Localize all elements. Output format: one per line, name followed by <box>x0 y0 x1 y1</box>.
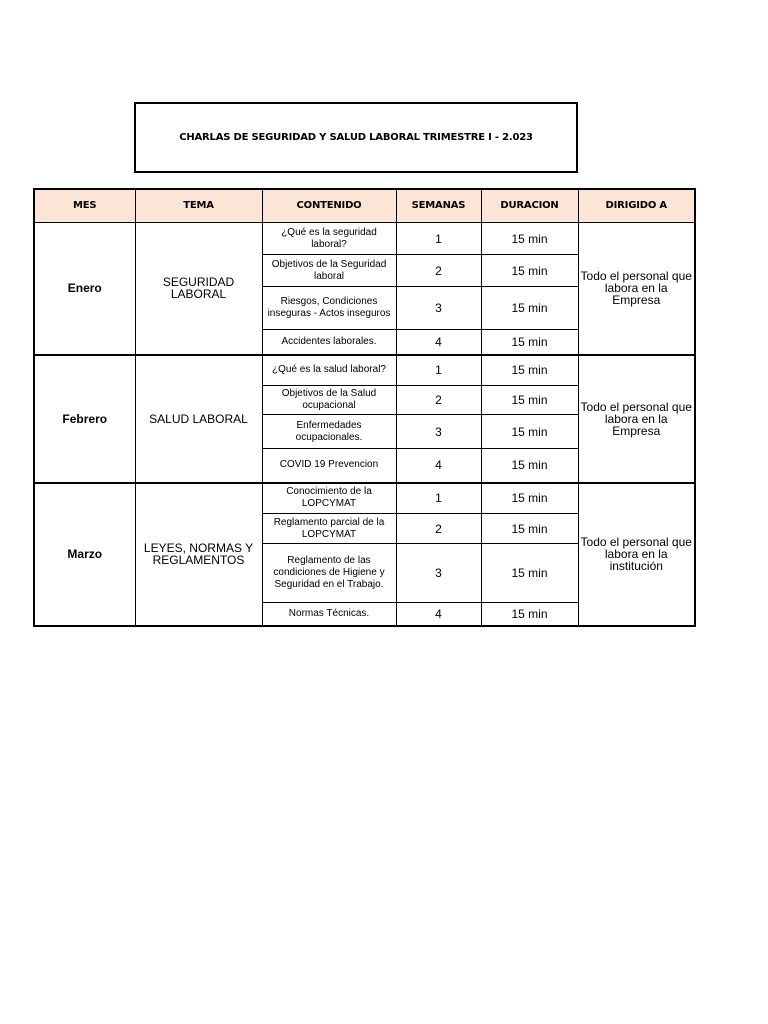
header-row <box>34 189 695 223</box>
header-dirigido: DIRIGIDO A <box>578 189 695 223</box>
header-semanas: SEMANAS <box>396 189 481 223</box>
content-cell: COVID 19 Prevencion <box>262 449 396 483</box>
document-title: CHARLAS DE SEGURIDAD Y SALUD LABORAL TRIMESTRE I - 2.023 <box>179 132 533 143</box>
duration-cell: 15 min <box>481 255 578 287</box>
content-cell: Accidentes laborales. <box>262 330 396 355</box>
duration-cell: 15 min <box>481 223 578 255</box>
duration-cell: 15 min <box>481 449 578 483</box>
week-cell: 3 <box>396 544 481 603</box>
week-cell: 4 <box>396 449 481 483</box>
topic-cell: SALUD LABORAL <box>135 355 262 483</box>
header-duracion: DURACION <box>481 189 578 223</box>
header-tema: TEMA <box>135 189 262 223</box>
month-cell: Febrero <box>34 355 135 483</box>
duration-cell: 15 min <box>481 603 578 626</box>
duration-cell: 15 min <box>481 483 578 514</box>
content-cell: Riesgos, Condiciones inseguras - Actos inseguros <box>262 287 396 330</box>
content-cell: Reglamento de las condiciones de Higiene y Seguridad en el Trabajo. <box>262 544 396 603</box>
header-contenido: CONTENIDO <box>262 189 396 223</box>
duration-cell: 15 min <box>481 330 578 355</box>
content-cell: Normas Técnicas. <box>262 603 396 626</box>
week-cell: 2 <box>396 514 481 544</box>
week-cell: 4 <box>396 603 481 626</box>
week-cell: 1 <box>396 355 481 386</box>
duration-cell: 15 min <box>481 287 578 330</box>
duration-cell: 15 min <box>481 415 578 449</box>
week-cell: 2 <box>396 255 481 287</box>
content-cell: Objetivos de la Seguridad laboral <box>262 255 396 287</box>
audience-cell: Todo el personal que labora en la Empresa <box>578 223 695 355</box>
audience-cell: Todo el personal que labora en la institución <box>578 483 695 626</box>
week-cell: 1 <box>396 483 481 514</box>
duration-cell: 15 min <box>481 355 578 386</box>
week-cell: 1 <box>396 223 481 255</box>
topic-cell: LEYES, NORMAS Y REGLAMENTOS <box>135 483 262 626</box>
content-cell: ¿Qué es la seguridad laboral? <box>262 223 396 255</box>
table-row <box>34 483 695 514</box>
week-cell: 3 <box>396 287 481 330</box>
content-cell: Enfermedades ocupacionales. <box>262 415 396 449</box>
content-cell: Objetivos de la Salud ocupacional <box>262 386 396 415</box>
week-cell: 3 <box>396 415 481 449</box>
month-cell: Enero <box>34 223 135 355</box>
duration-cell: 15 min <box>481 544 578 603</box>
schedule-table <box>33 188 696 627</box>
week-cell: 2 <box>396 386 481 415</box>
header-mes: MES <box>34 189 135 223</box>
document-title-box <box>134 102 578 173</box>
duration-cell: 15 min <box>481 514 578 544</box>
content-cell: Conocimiento de la LOPCYMAT <box>262 483 396 514</box>
audience-cell: Todo el personal que labora en la Empresa <box>578 355 695 483</box>
duration-cell: 15 min <box>481 386 578 415</box>
table-row <box>34 355 695 386</box>
month-cell: Marzo <box>34 483 135 626</box>
content-cell: Reglamento parcial de la LOPCYMAT <box>262 514 396 544</box>
table-row <box>34 223 695 255</box>
week-cell: 4 <box>396 330 481 355</box>
content-cell: ¿Qué es la salud laboral? <box>262 355 396 386</box>
topic-cell: SEGURIDAD LABORAL <box>135 223 262 355</box>
